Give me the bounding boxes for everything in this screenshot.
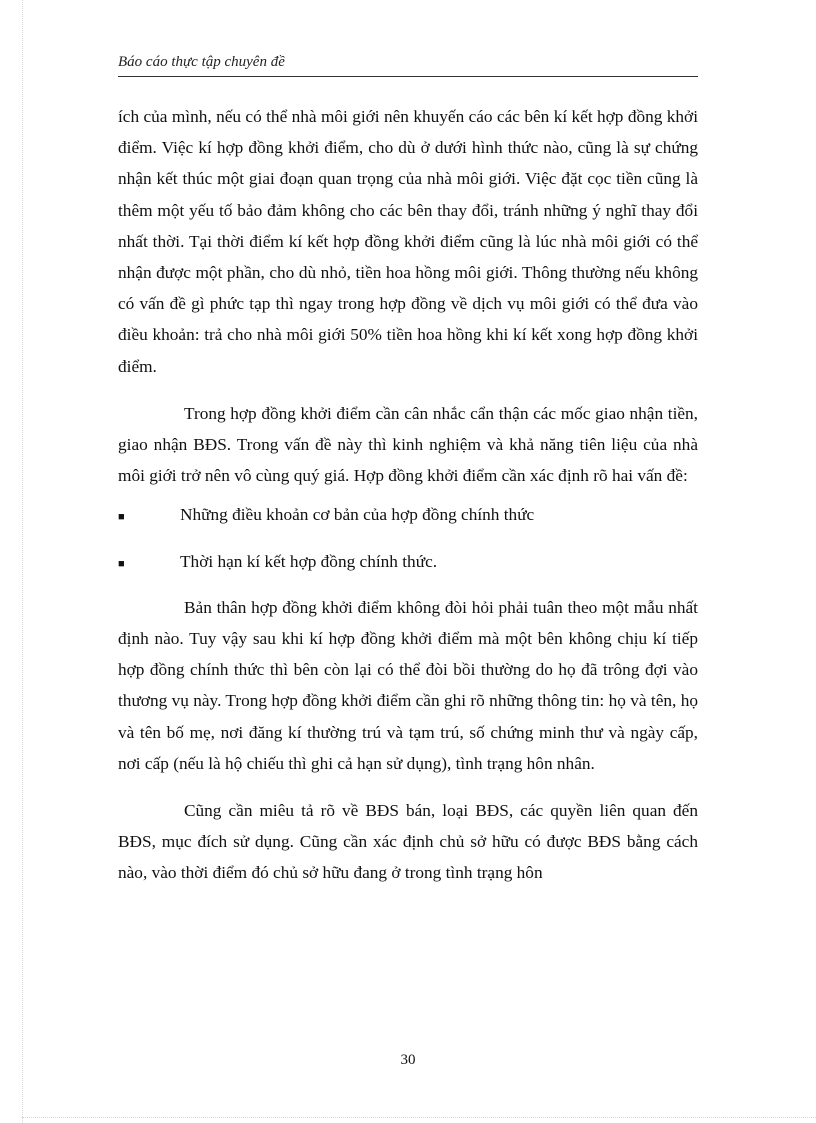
paragraph-4: Cũng cần miêu tả rõ về BĐS bán, loại BĐS, các quyền liên quan đến BĐS, mục đích sử dụng. Cũng cần xác định chủ sở hữu có được BĐS bằng cách nào, vào thời điểm đó chủ sở hữu đang ở trong tình trạng hôn — [118, 801, 698, 883]
bullet-square-icon: ■ — [118, 511, 125, 524]
bullet-text-2: Thời hạn kí kết hợp đồng chính thức. — [180, 551, 438, 571]
bullet-text-1: Những điều khoản cơ bản của hợp đồng chính thức — [180, 505, 535, 525]
bullet-square-icon: ■ — [118, 557, 125, 570]
paragraph-1: ích của mình, nếu có thể nhà môi giới nên khuyến cáo các bên kí kết hợp đồng khởi điểm. Việc kí hợp đồng khởi điểm, cho dù ở dưới hình thức nào, cũng là sự chứng nhận kết thúc một giai đoạn quan trọng của nhà môi giới. Việc đặt cọc tiền cũng là thêm một yếu tố bảo đảm không cho các bên thay đổi, tránh những ý nghĩ thay đổi nhất thời. Tại thời điểm kí kết hợp đồng khởi điểm cũng là lúc nhà môi giới có thể nhận được một phần, cho dù nhỏ, tiền hoa hồng môi giới. Thông thường nếu không có vấn đề gì phức tạp thì ngay trong hợp đồng về dịch vụ môi giới có thể đưa vào điều khoản: trả cho nhà môi giới 50% tiền hoa hồng khi kí kết xong hợp đồng khởi điểm. — [118, 107, 698, 376]
page-number: 30 — [400, 1052, 416, 1068]
document-body — [118, 101, 698, 889]
bullet-item-1 — [118, 499, 698, 533]
page-edge-bottom — [22, 1117, 816, 1118]
header-title: Báo cáo thực tập chuyên đề — [118, 54, 285, 70]
page-edge-left — [22, 0, 23, 1123]
paragraph-3: Bản thân hợp đồng khởi điểm không đòi hỏi phải tuân theo một mẫu nhất định nào. Tuy vậy sau khi kí hợp đồng khởi điểm mà một bên không chịu kí tiếp hợp đồng chính thức thì bên còn lại có thể đòi bồi thường do họ đã trông đợi vào thương vụ này. Trong hợp đồng khởi điểm cần ghi rõ những thông tin: họ và tên, họ và tên bố mẹ, nơi đăng kí thường trú và tạm trú, số chứng minh thư và ngày cấp, nơi cấp (nếu là hộ chiếu thì ghi cả hạn sử dụng), tình trạng hôn nhân. — [118, 597, 698, 773]
paragraph-2: Trong hợp đồng khởi điểm cần cân nhắc cẩn thận các mốc giao nhận tiền, giao nhận BĐS. Trong vấn đề này thì kinh nghiệm và khả năng tiên liệu của nhà môi giới trở nên vô cùng quý giá. Hợp đồng khởi điểm cần xác định rõ hai vấn đề: — [118, 403, 698, 486]
page-header — [118, 52, 698, 77]
bullet-item-2 — [118, 546, 698, 580]
